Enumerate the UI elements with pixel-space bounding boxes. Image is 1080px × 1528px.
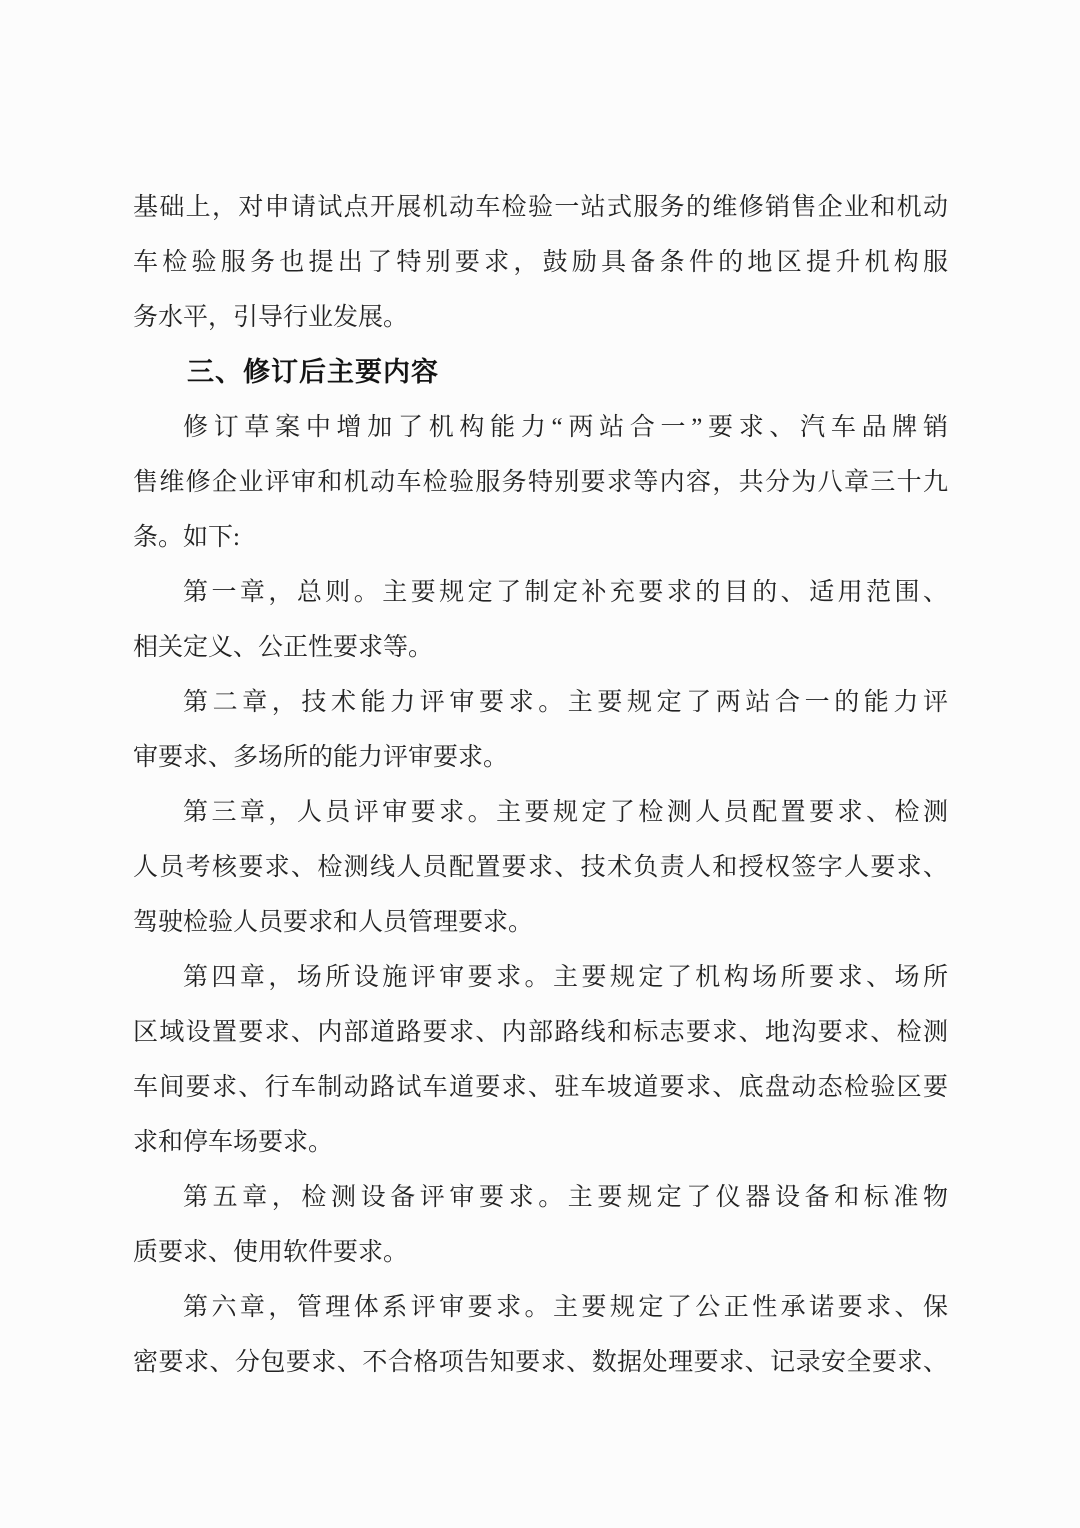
text-line: 售维修企业评审和机动车检验服务特别要求等内容，共分为八章三十九	[133, 469, 948, 496]
paragraph	[133, 950, 948, 1170]
text-line: 相关定义、公正性要求等。	[133, 634, 434, 661]
text-line: 第四章，场所设施评审要求。主要规定了机构场所要求、场所	[183, 964, 948, 991]
text-line: 车检验服务也提出了特别要求，鼓励具备条件的地区提升机构服	[133, 249, 948, 276]
text-line: 条。如下:	[133, 524, 240, 551]
text-line: 审要求、多场所的能力评审要求。	[133, 744, 509, 771]
paragraph	[133, 785, 948, 950]
text-line: 密要求、分包要求、不合格项告知要求、数据处理要求、记录安全要求、	[133, 1349, 948, 1376]
text-line: 区域设置要求、内部道路要求、内部路线和标志要求、地沟要求、检测	[133, 1019, 948, 1046]
paragraph	[133, 565, 948, 675]
text-line: 求和停车场要求。	[133, 1129, 334, 1156]
text-line: 第六章，管理体系评审要求。主要规定了公正性承诺要求、保	[183, 1294, 948, 1321]
paragraph	[133, 400, 948, 565]
section-heading	[133, 345, 948, 400]
paragraph	[133, 1280, 948, 1390]
text-line: 驾驶检验人员要求和人员管理要求。	[133, 909, 534, 936]
heading-text: 三、修订后主要内容	[187, 357, 439, 387]
text-line: 质要求、使用软件要求。	[133, 1239, 409, 1266]
text-line: 第一章，总则。主要规定了制定补充要求的目的、适用范围、	[183, 579, 948, 606]
text-line: 第二章，技术能力评审要求。主要规定了两站合一的能力评	[183, 689, 948, 716]
text-line: 车间要求、行车制动路试车道要求、驻车坡道要求、底盘动态检验区要	[133, 1074, 948, 1101]
text-line: 第五章，检测设备评审要求。主要规定了仪器设备和标准物	[183, 1184, 948, 1211]
text-line: 修订草案中增加了机构能力“两站合一”要求、汽车品牌销	[183, 414, 948, 441]
text-line: 人员考核要求、检测线人员配置要求、技术负责人和授权签字人要求、	[133, 854, 948, 881]
paragraph	[133, 675, 948, 785]
text-line: 第三章，人员评审要求。主要规定了检测人员配置要求、检测	[183, 799, 948, 826]
paragraph	[133, 180, 948, 345]
text-line: 基础上，对申请试点开展机动车检验一站式服务的维修销售企业和机动	[133, 194, 948, 221]
text-line: 务水平，引导行业发展。	[133, 304, 409, 331]
paragraph	[133, 1170, 948, 1280]
